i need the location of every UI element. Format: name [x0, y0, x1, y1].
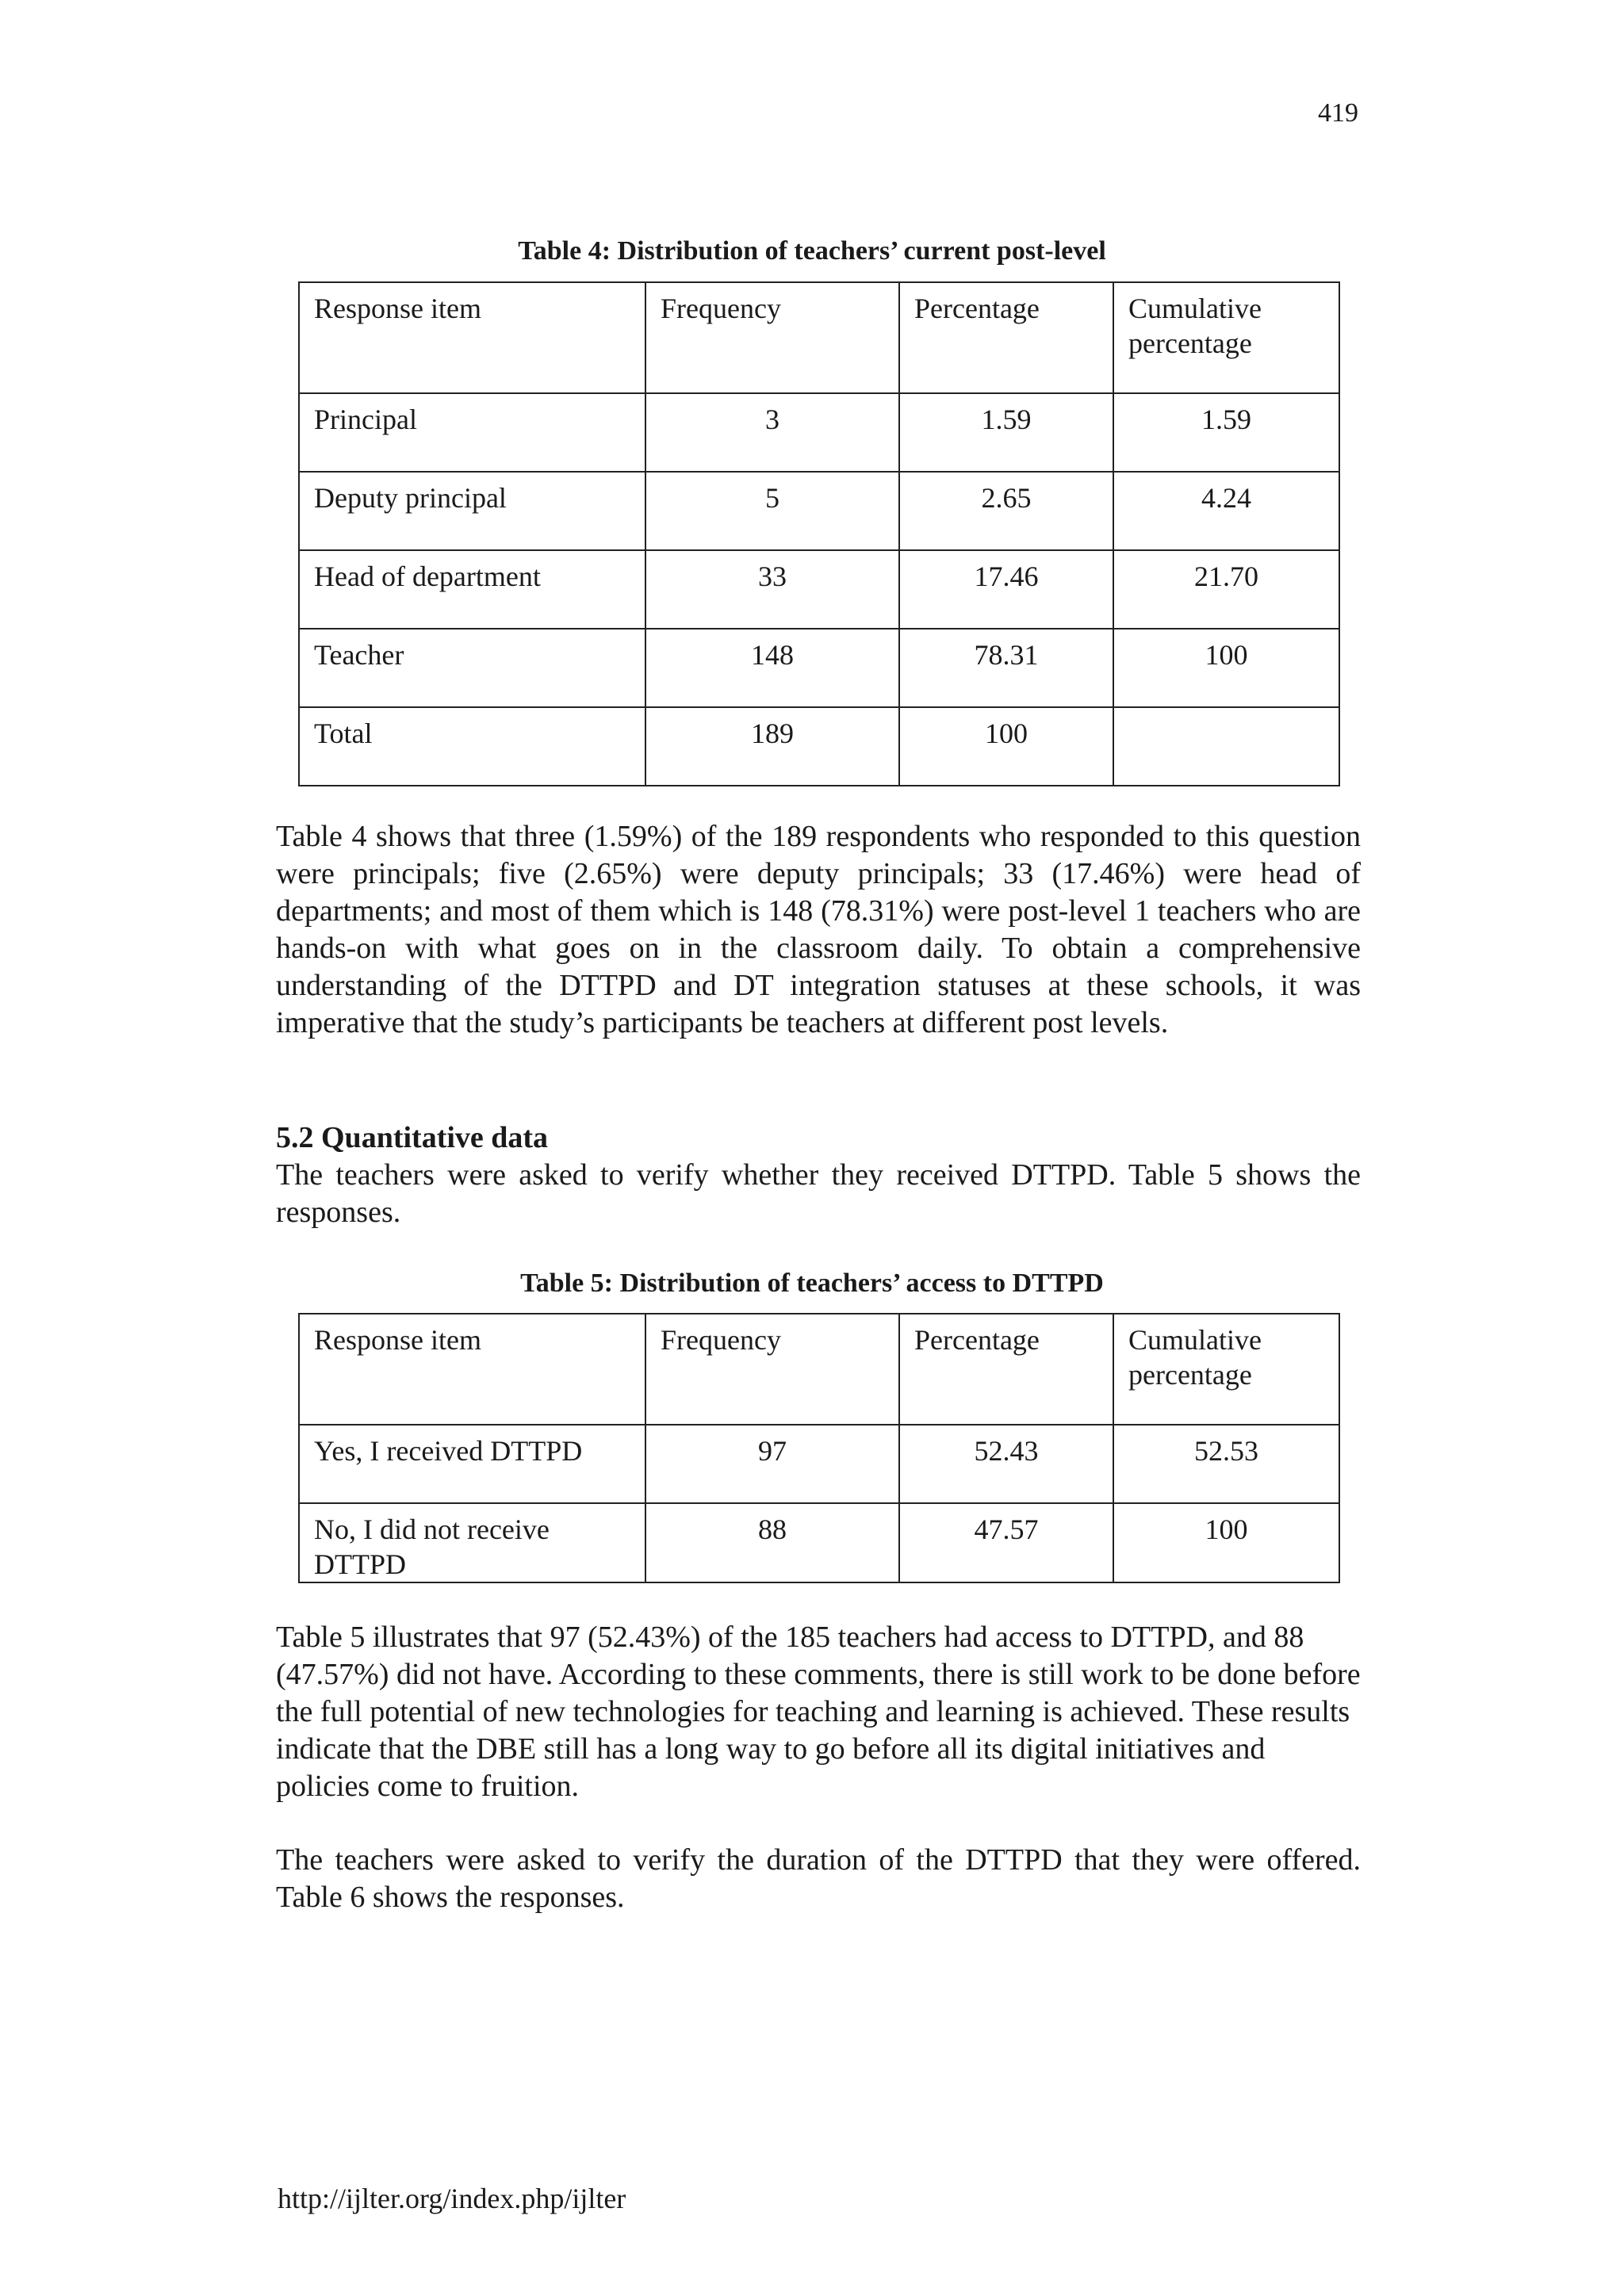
table5-caption: Table 5: Distribution of teachers’ access to DTTPD	[520, 1269, 1104, 1298]
table-row	[299, 393, 1339, 472]
table4-cell-cumulative: 1.59	[1113, 393, 1339, 472]
table5-cell-cumulative: 52.53	[1113, 1425, 1339, 1503]
section-heading: 5.2 Quantitative data	[276, 1121, 549, 1154]
table-row	[299, 1503, 1339, 1582]
table4	[298, 281, 1340, 786]
table4-cell-cumulative: 100	[1113, 629, 1339, 707]
table4-cell-percentage: 2.65	[899, 472, 1113, 550]
table4-cell-cumulative	[1113, 707, 1339, 786]
table5-cell-percentage: 52.43	[899, 1425, 1113, 1503]
table4-cell-cumulative: 21.70	[1113, 550, 1339, 629]
table4-cell-frequency: 189	[645, 707, 899, 786]
table5-header-cumulative: Cumulative percentage	[1113, 1314, 1339, 1425]
table4-header-percentage: Percentage	[899, 282, 1113, 393]
paragraph-table6-intro: The teachers were asked to verify the duration of the DTTPD that they were offered. Table 6 shows the responses.	[276, 1843, 1361, 1914]
table5-cell-cumulative: 100	[1113, 1503, 1339, 1582]
table4-cell-frequency: 5	[645, 472, 899, 550]
table4-caption: Table 4: Distribution of teachers’ current post-level	[518, 236, 1106, 266]
table4-cell-item: Deputy principal	[299, 472, 645, 550]
table5-header-percentage: Percentage	[899, 1314, 1113, 1425]
table-row	[299, 472, 1339, 550]
table4-cell-frequency: 3	[645, 393, 899, 472]
table-row	[299, 1425, 1339, 1503]
table5	[298, 1313, 1340, 1583]
table-row	[299, 629, 1339, 707]
table5-header-frequency: Frequency	[645, 1314, 899, 1425]
table-row	[299, 550, 1339, 629]
paragraph-table4-discussion: Table 4 shows that three (1.59%) of the 189 respondents who responded to this question were principals; five (2.65%) were deputy principals; 33 (17.46%) were head of departments; and most of them which is 148 (78.31%) were post-level 1 teachers who are hands-on with what goes on in the classroom daily. To obtain a comprehensive understanding of the DTTPD and DT integration statuses at these schools, it was imperative that the study’s participants be teachers at different post levels.	[276, 820, 1361, 1039]
table4-header-row	[299, 282, 1339, 393]
table4-cell-percentage: 1.59	[899, 393, 1113, 472]
table5-cell-percentage: 47.57	[899, 1503, 1113, 1582]
table4-header-frequency: Frequency	[645, 282, 899, 393]
table5-cell-item: Yes, I received DTTPD	[299, 1425, 645, 1503]
footer-url: http://ijlter.org/index.php/ijlter	[278, 2183, 626, 2214]
table4-cell-frequency: 148	[645, 629, 899, 707]
table4-cell-item: Total	[299, 707, 645, 786]
table4-cell-cumulative: 4.24	[1113, 472, 1339, 550]
table4-cell-percentage: 100	[899, 707, 1113, 786]
table4-cell-percentage: 17.46	[899, 550, 1113, 629]
table4-cell-percentage: 78.31	[899, 629, 1113, 707]
table5-header-response-item: Response item	[299, 1314, 645, 1425]
table5-cell-frequency: 97	[645, 1425, 899, 1503]
table4-header-response-item: Response item	[299, 282, 645, 393]
table4-cell-item: Head of department	[299, 550, 645, 629]
table-row	[299, 707, 1339, 786]
paragraph-section-intro: The teachers were asked to verify whether they received DTTPD. Table 5 shows the responses.	[276, 1158, 1361, 1229]
table4-cell-item: Teacher	[299, 629, 645, 707]
table5-cell-frequency: 88	[645, 1503, 899, 1582]
table5-cell-item: No, I did not receive DTTPD	[299, 1503, 645, 1582]
table4-cell-frequency: 33	[645, 550, 899, 629]
paragraph-table5-discussion: Table 5 illustrates that 97 (52.43%) of the 185 teachers had access to DTTPD, and 88 (47.57%) did not have. According to these comments, there is still work to be done before the full potential of new technologies for teaching and learning is achieved. These results indicate that the DBE still has a long way to go before all its digital initiatives and policies come to fruition.	[276, 1621, 1361, 1803]
page-number: 419	[1318, 98, 1358, 128]
table5-header-row	[299, 1314, 1339, 1425]
table4-cell-item: Principal	[299, 393, 645, 472]
table4-header-cumulative: Cumulative percentage	[1113, 282, 1339, 393]
